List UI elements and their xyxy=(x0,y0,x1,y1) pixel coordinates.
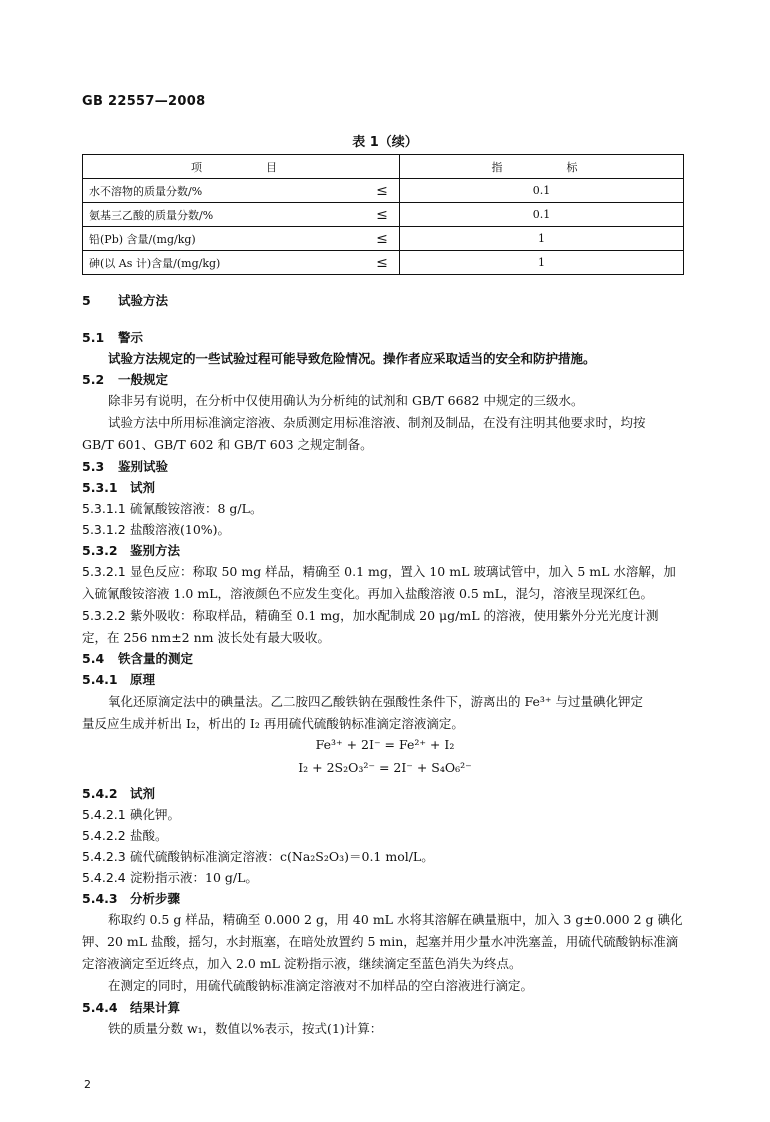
section-5-4-4-heading xyxy=(82,997,692,1018)
clause-5-4-2-1 xyxy=(82,804,692,825)
table-row xyxy=(83,251,684,275)
section-5-heading xyxy=(82,290,692,311)
row-item: 水不溶物的质量分数/% xyxy=(83,179,366,203)
clause-number: 5.3.2.2 xyxy=(82,608,126,623)
section-5-2-heading xyxy=(82,369,692,390)
clause-number: 5.4.2.1 xyxy=(82,807,126,822)
section-number: 5.1 xyxy=(82,330,105,345)
clause-number: 5.4.2.2 xyxy=(82,828,126,843)
paragraph: 试验方法中所用标准滴定溶液、杂质测定用标准溶液、制剂及制品，在没有注明其他要求时，均按 xyxy=(108,415,646,430)
section-title: 试验方法 xyxy=(118,293,169,308)
clause-text: 紫外吸收：称取样品，精确至 0.1 mg，加水配制成 20 μg/mL 的溶液，使用紫外分光光度计测 xyxy=(130,608,659,623)
paragraph: 定溶液滴定至近终点，加入 2.0 mL 淀粉指示液，继续滴定至蓝色消失为终点。 xyxy=(82,956,522,971)
section-title: 试剂 xyxy=(130,786,156,801)
row-value: 1 xyxy=(400,227,684,251)
spec-table xyxy=(82,154,684,275)
section-number: 5.4.4 xyxy=(82,1000,118,1015)
row-item: 铅(Pb) 含量/(mg/kg) xyxy=(83,227,366,251)
clause-number: 5.4.2.3 xyxy=(82,849,126,864)
row-value: 0.1 xyxy=(400,203,684,227)
section-number: 5.4.3 xyxy=(82,891,118,906)
section-title: 鉴别试验 xyxy=(118,459,169,474)
section-number: 5.2 xyxy=(82,372,105,387)
section-title: 警示 xyxy=(118,330,144,345)
section-5-3-2-heading xyxy=(82,540,692,561)
header-value: 指 标 xyxy=(400,155,684,179)
row-item: 砷(以 As 计)含量/(mg/kg) xyxy=(83,251,366,275)
table-header-row xyxy=(83,155,684,179)
section-number: 5.3.2 xyxy=(82,543,118,558)
section-5-4-1-heading xyxy=(82,669,692,690)
paragraph: GB/T 601、GB/T 602 和 GB/T 603 之规定制备。 xyxy=(82,437,373,452)
clause-number: 5.3.1.1 xyxy=(82,501,126,516)
section-5-4-2-heading xyxy=(82,783,692,804)
clause-text: 盐酸溶液(10%)。 xyxy=(130,522,231,537)
equation-2: I₂ + 2S₂O₃²⁻ = 2I⁻ + S₄O₆²⁻ xyxy=(298,760,472,775)
clause-text: 硫氰酸铵溶液：8 g/L。 xyxy=(130,501,263,516)
section-title: 一般规定 xyxy=(118,372,169,387)
paragraph: 钾、20 mL 盐酸，摇匀，水封瓶塞，在暗处放置约 5 min，起塞并用少量水冲洗塞盖，用硫代硫酸钠标准滴 xyxy=(82,934,679,949)
clause-text: 硫代硫酸钠标准滴定溶液：c(Na₂S₂O₃)＝0.1 mol/L。 xyxy=(130,849,434,864)
row-value: 1 xyxy=(400,251,684,275)
paragraph: 铁的质量分数 w₁，数值以%表示，按式(1)计算： xyxy=(108,1021,383,1036)
section-number: 5.4 xyxy=(82,651,105,666)
section-5-3-1-heading xyxy=(82,477,692,498)
page-number: 2 xyxy=(84,1078,91,1091)
clause-continuation: 定，在 256 nm±2 nm 波长处有最大吸收。 xyxy=(82,630,330,645)
section-title: 鉴别方法 xyxy=(130,543,181,558)
clause-text: 显色反应：称取 50 mg 样品，精确至 0.1 mg，置入 10 mL 玻璃试管中，加入 5 mL 水溶解，加 xyxy=(130,564,676,579)
equation-1: Fe³⁺ + 2I⁻ = Fe²⁺ + I₂ xyxy=(315,737,455,752)
clause-5-4-2-2 xyxy=(82,825,692,846)
table-caption: 表 1（续） xyxy=(352,135,418,150)
clause-text: 淀粉指示液：10 g/L。 xyxy=(130,870,258,885)
clause-text: 碘化钾。 xyxy=(130,807,181,822)
section-title: 原理 xyxy=(130,672,156,687)
clause-continuation: 入硫氰酸铵溶液 1.0 mL，溶液颜色不应发生变化。再加入盐酸溶液 0.5 mL，混匀，溶液呈现深红色。 xyxy=(82,586,653,601)
clause-5-3-1-2 xyxy=(82,519,692,540)
row-value: 0.1 xyxy=(400,179,684,203)
clause-5-3-2-2 xyxy=(82,605,692,626)
paragraph: 量反应生成并析出 I₂，析出的 I₂ 再用硫代硫酸钠标准滴定溶液滴定。 xyxy=(82,716,464,731)
section-5-4-heading xyxy=(82,648,692,669)
row-symbol: ≤ xyxy=(365,227,400,251)
section-title: 结果计算 xyxy=(130,1000,181,1015)
clause-number: 5.4.2.4 xyxy=(82,870,126,885)
section-5-3-heading xyxy=(82,456,692,477)
table-row xyxy=(83,179,684,203)
section-5-1-heading xyxy=(82,327,692,348)
table-row xyxy=(83,203,684,227)
clause-5-3-2-1 xyxy=(82,561,692,582)
row-item: 氨基三乙酸的质量分数/% xyxy=(83,203,366,227)
section-number: 5.3 xyxy=(82,459,105,474)
clause-text: 盐酸。 xyxy=(130,828,168,843)
paragraph: 在测定的同时，用硫代硫酸钠标准滴定溶液对不加样品的空白溶液进行滴定。 xyxy=(108,978,534,993)
paragraph: 氧化还原滴定法中的碘量法。乙二胺四乙酸铁钠在强酸性条件下，游离出的 Fe³⁺ 与过量碘化钾定 xyxy=(108,694,643,709)
paragraph: 除非另有说明，在分析中仅使用确认为分析纯的试剂和 GB/T 6682 中规定的三级水。 xyxy=(108,393,584,408)
row-symbol: ≤ xyxy=(365,251,400,275)
section-5-4-3-heading xyxy=(82,888,692,909)
row-symbol: ≤ xyxy=(365,179,400,203)
paragraph: 称取约 0.5 g 样品，精确至 0.000 2 g，用 40 mL 水将其溶解在碘量瓶中，加入 3 g±0.000 2 g 碘化 xyxy=(108,912,683,927)
warning-text: 试验方法规定的一些试验过程可能导致危险情况。操作者应采取适当的安全和防护措施。 xyxy=(108,351,596,366)
section-title: 试剂 xyxy=(130,480,156,495)
row-symbol: ≤ xyxy=(365,203,400,227)
clause-5-4-2-3 xyxy=(82,846,692,867)
clause-5-4-2-4 xyxy=(82,867,692,888)
section-title: 分析步骤 xyxy=(130,891,181,906)
header-item: 项 目 xyxy=(83,155,400,179)
section-number: 5.4.2 xyxy=(82,786,118,801)
standard-code: GB 22557—2008 xyxy=(82,94,206,109)
table-row xyxy=(83,227,684,251)
section-number: 5.4.1 xyxy=(82,672,118,687)
clause-number: 5.3.2.1 xyxy=(82,564,126,579)
clause-5-3-1-1 xyxy=(82,498,692,519)
section-number: 5.3.1 xyxy=(82,480,118,495)
section-title: 铁含量的测定 xyxy=(118,651,194,666)
clause-number: 5.3.1.2 xyxy=(82,522,126,537)
section-number: 5 xyxy=(82,293,91,308)
